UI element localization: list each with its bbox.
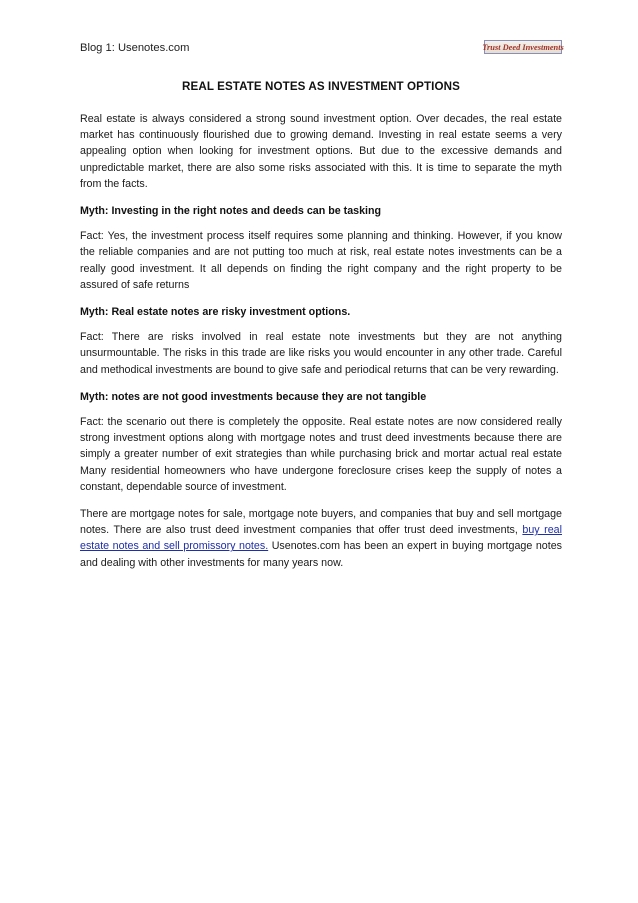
document-title: REAL ESTATE NOTES AS INVESTMENT OPTIONS	[182, 80, 460, 93]
buy-real-estate-notes-link[interactable]: buy real estate notes and sell promissory notes.	[80, 524, 562, 553]
blog-label: Blog 1: Usenotes.com	[80, 42, 190, 54]
document-body	[80, 111, 562, 582]
fact-paragraph-2: Fact: There are risks involved in real estate note investments but they are not anything unsurmountable. The risks in this trade are like risks you would encounter in any other trade. Careful and methodical investments are bound to give safe and periodical returns that can be very rewarding.	[80, 331, 562, 376]
intro-paragraph: Real estate is always considered a strong sound investment option. Over decades, the real estate market has continuously flourished due to growing demand. Investing in real estate seems a very appealing option when looking for investment options. But due to the excessive demands and unpredictable market, there are also some risks associated with this. It is time to separate the myth from the facts.	[80, 113, 562, 190]
myth-heading-2: Myth: Real estate notes are risky investment options.	[80, 306, 351, 319]
logo-text: Trust Deed Investments	[482, 42, 564, 52]
fact-paragraph-3: Fact: the scenario out there is completely the opposite. Real estate notes are now considered really strong investment options along with mortgage notes and trust deed investments because there are simply a greater number of exit strategies than while purchasing brick and mortar actual real estate Many residential homeowners who have undergone foreclosure crises keep the supply of notes a constant, dependable source of investment.	[80, 416, 562, 493]
page-header	[80, 40, 562, 60]
myth-heading-1: Myth: Investing in the right notes and deeds can be tasking	[80, 205, 382, 218]
myth-heading-3: Myth: notes are not good investments because they are not tangible	[80, 390, 427, 403]
fact-paragraph-1: Fact: Yes, the investment process itself requires some planning and thinking. However, if you know the reliable companies and are not putting too much at risk, real estate notes investments can be a really good investment. It all depends on finding the right company and the right property to be assured of safe returns	[80, 230, 562, 291]
closing-text-before-link: There are mortgage notes for sale, mortgage note buyers, and companies that buy and sell mortgage notes. There are also trust deed investment companies that offer trust deed investments,	[80, 508, 562, 537]
closing-paragraph	[80, 506, 562, 571]
trust-deed-logo	[484, 40, 562, 54]
closing-text-after-link: Usenotes.com has been an expert in buying mortgage notes and dealing with other investments for many years now.	[80, 540, 562, 569]
